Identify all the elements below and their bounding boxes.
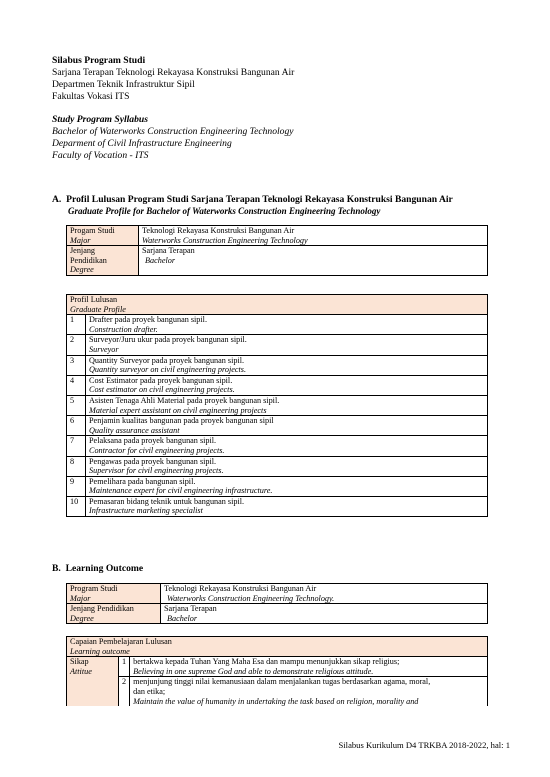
profile-number: 9 <box>67 476 86 496</box>
degree-value-en: Bachelor <box>145 255 176 265</box>
profile-text-en: Material expert assistant on civil engineering projects <box>89 405 267 415</box>
profile-text-en: Quality assurance assistant <box>89 425 180 435</box>
degree-label-cell <box>67 246 139 276</box>
profile-text: Quantity Surveyor pada proyek bangunan sipil. <box>89 355 245 365</box>
graduate-profile-title-en: Graduate Profile <box>70 304 126 314</box>
profile-text-cell <box>86 355 488 375</box>
learning-outcome-table <box>66 636 488 706</box>
degree-value-cell <box>139 246 488 276</box>
outcome-number: 2 <box>119 677 130 706</box>
profile-text-cell <box>86 315 488 335</box>
lo-major-label: Program Studi <box>70 584 118 593</box>
section-b-heading: B. Learning Outcome <box>52 563 144 574</box>
lo-major-label-en: Major <box>70 593 91 603</box>
major-label-cell <box>67 226 139 246</box>
profile-text: Asisten Tenaga Ahli Material pada proyek bangunan sipil. <box>89 395 280 405</box>
profile-number: 3 <box>67 355 86 375</box>
profile-number: 8 <box>67 456 86 476</box>
profile-text-cell <box>86 375 488 395</box>
profile-number: 4 <box>67 375 86 395</box>
learning-outcome-info-table <box>66 583 488 624</box>
department-name: Departmen Teknik Infrastruktur Sipil <box>52 79 195 90</box>
profile-text-en: Supervisor for civil engineering projects. <box>89 466 224 476</box>
attitude-category-cell <box>67 657 119 706</box>
profile-text-cell <box>86 335 488 355</box>
syllabus-title-en: Study Program Syllabus <box>52 114 148 125</box>
profile-text-cell <box>86 496 488 516</box>
program-name: Sarjana Terapan Teknologi Rekayasa Konstruksi Bangunan Air <box>52 67 295 78</box>
lo-degree-label-cell <box>67 604 161 624</box>
profile-row <box>67 416 488 436</box>
learning-outcome-title: Capaian Pembelajaran Lulusan <box>70 637 172 646</box>
major-value-cell <box>139 226 488 246</box>
degree-value: Sarjana Terapan <box>142 246 195 256</box>
outcome-text: bertakwa kepada Tuhan Yang Maha Esa dan mampu menunjukkan sikap religius; <box>133 657 400 667</box>
profile-number: 7 <box>67 436 86 456</box>
profile-row <box>67 395 488 415</box>
outcome-text-en: Believing in one supreme God and able to demonstrate religious attitude. <box>133 666 374 676</box>
profile-row <box>67 335 488 355</box>
program-name-en: Bachelor of Waterworks Construction Engineering Technology <box>52 126 294 137</box>
outcome-number: 1 <box>119 657 130 677</box>
profile-row <box>67 315 488 335</box>
learning-outcome-header <box>67 637 488 657</box>
learning-outcome-title-en: Learning outcome <box>70 646 130 656</box>
degree-label: Jenjang <box>70 246 96 256</box>
profile-text-cell <box>86 436 488 456</box>
lo-degree-value-en: Bachelor <box>167 613 198 623</box>
outcome-text: menjunjung tinggi nilai kemanusiaan dalam menjalankan tugas berdasarkan agama, moral, <box>133 677 431 687</box>
faculty-name-en: Faculty of Vocation - ITS <box>52 150 149 161</box>
major-label: Progam Studi <box>70 226 115 235</box>
section-a-heading-en: Graduate Profile for Bachelor of Waterworks Construction Engineering Technology <box>68 206 381 216</box>
attitude-label-en: Attitue <box>70 666 92 676</box>
lo-major-value-cell <box>161 584 488 604</box>
profile-text-en: Quantity surveyor on civil engineering projects. <box>89 365 247 375</box>
outcome-text-continued: dan etika; <box>133 686 166 696</box>
faculty-name: Fakultas Vokasi ITS <box>52 91 130 102</box>
profile-row <box>67 355 488 375</box>
profile-text: Pemelihara pada bangunan sipil. <box>89 476 196 486</box>
profile-text: Cost Estimator pada proyek bangunan sipil. <box>89 375 233 385</box>
major-value: Teknologi Rekayasa Konstruksi Bangunan Air <box>142 226 295 235</box>
profile-row <box>67 456 488 476</box>
lo-degree-value: Sarjana Terapan <box>164 604 217 614</box>
profile-text-cell <box>86 395 488 415</box>
profile-text-cell <box>86 416 488 436</box>
major-label-en: Major <box>70 235 91 245</box>
outcome-text-en: Maintain the value of humanity in undertaking the task based on religion, morality and <box>133 696 419 706</box>
profile-text-cell <box>86 456 488 476</box>
graduate-profile-title: Profil Lulusan <box>70 295 118 304</box>
lo-major-value: Teknologi Rekayasa Konstruksi Bangunan Air <box>164 584 317 593</box>
profile-text: Penjamin kualitas bangunan pada proyek bangunan sipil <box>89 416 274 426</box>
lo-degree-value-cell <box>161 604 488 624</box>
profile-text-en: Surveyor <box>89 344 119 354</box>
profile-number: 5 <box>67 395 86 415</box>
attitude-label: Sikap <box>70 657 89 667</box>
profile-number: 1 <box>67 315 86 335</box>
profile-text: Surveyor/Juru ukur pada proyek bangunan sipil. <box>89 335 247 345</box>
profile-number: 2 <box>67 335 86 355</box>
section-a-heading: A. Profil Lulusan Program Studi Sarjana Terapan Teknologi Rekayasa Konstruksi Bangunan Air <box>52 194 453 205</box>
outcome-text-cell <box>130 677 488 706</box>
syllabus-title: Silabus Program Studi <box>52 55 146 66</box>
graduate-profile-table <box>66 294 488 517</box>
profile-text-en: Infrastructure marketing specialist <box>89 506 203 516</box>
profile-row <box>67 375 488 395</box>
profile-text: Pemasaran bidang teknik untuk bangunan sipil. <box>89 496 245 506</box>
profile-text-en: Construction drafter. <box>89 324 158 334</box>
profile-number: 10 <box>67 496 86 516</box>
profile-text: Pengawas pada proyek bangunan sipil. <box>89 456 217 466</box>
lo-major-value-en: Waterworks Construction Engineering Technology. <box>167 593 335 603</box>
profile-text-en: Contractor for civil engineering projects. <box>89 445 225 455</box>
department-name-en: Deparment of Civil Infrastructure Engineering <box>52 138 232 149</box>
profile-text: Pelaksana pada proyek bangunan sipil. <box>89 436 217 446</box>
page-footer: Silabus Kurikulum D4 TRKBA 2018-2022, hal: 1 <box>338 740 510 750</box>
outcome-text-cell <box>130 657 488 677</box>
profile-row <box>67 476 488 496</box>
degree-label-en: Degree <box>70 265 94 275</box>
graduate-profile-header <box>67 295 488 315</box>
lo-degree-label-en: Degree <box>70 613 94 623</box>
profile-row <box>67 436 488 456</box>
lo-degree-label: Jenjang Pendidikan <box>70 604 134 614</box>
profile-row <box>67 496 488 516</box>
profile-text-cell <box>86 476 488 496</box>
lo-major-label-cell <box>67 584 161 604</box>
profile-number: 6 <box>67 416 86 436</box>
profile-text-en: Maintenance expert for civil engineering infrastructure. <box>89 486 273 496</box>
profile-text: Drafter pada proyek bangunan sipil. <box>89 315 207 325</box>
profile-text-en: Cost estimator on civil engineering projects. <box>89 385 235 395</box>
program-info-table <box>66 225 488 276</box>
major-value-en: Waterworks Construction Engineering Technology <box>142 235 308 245</box>
degree-label-2: Pendidikan <box>70 255 107 265</box>
